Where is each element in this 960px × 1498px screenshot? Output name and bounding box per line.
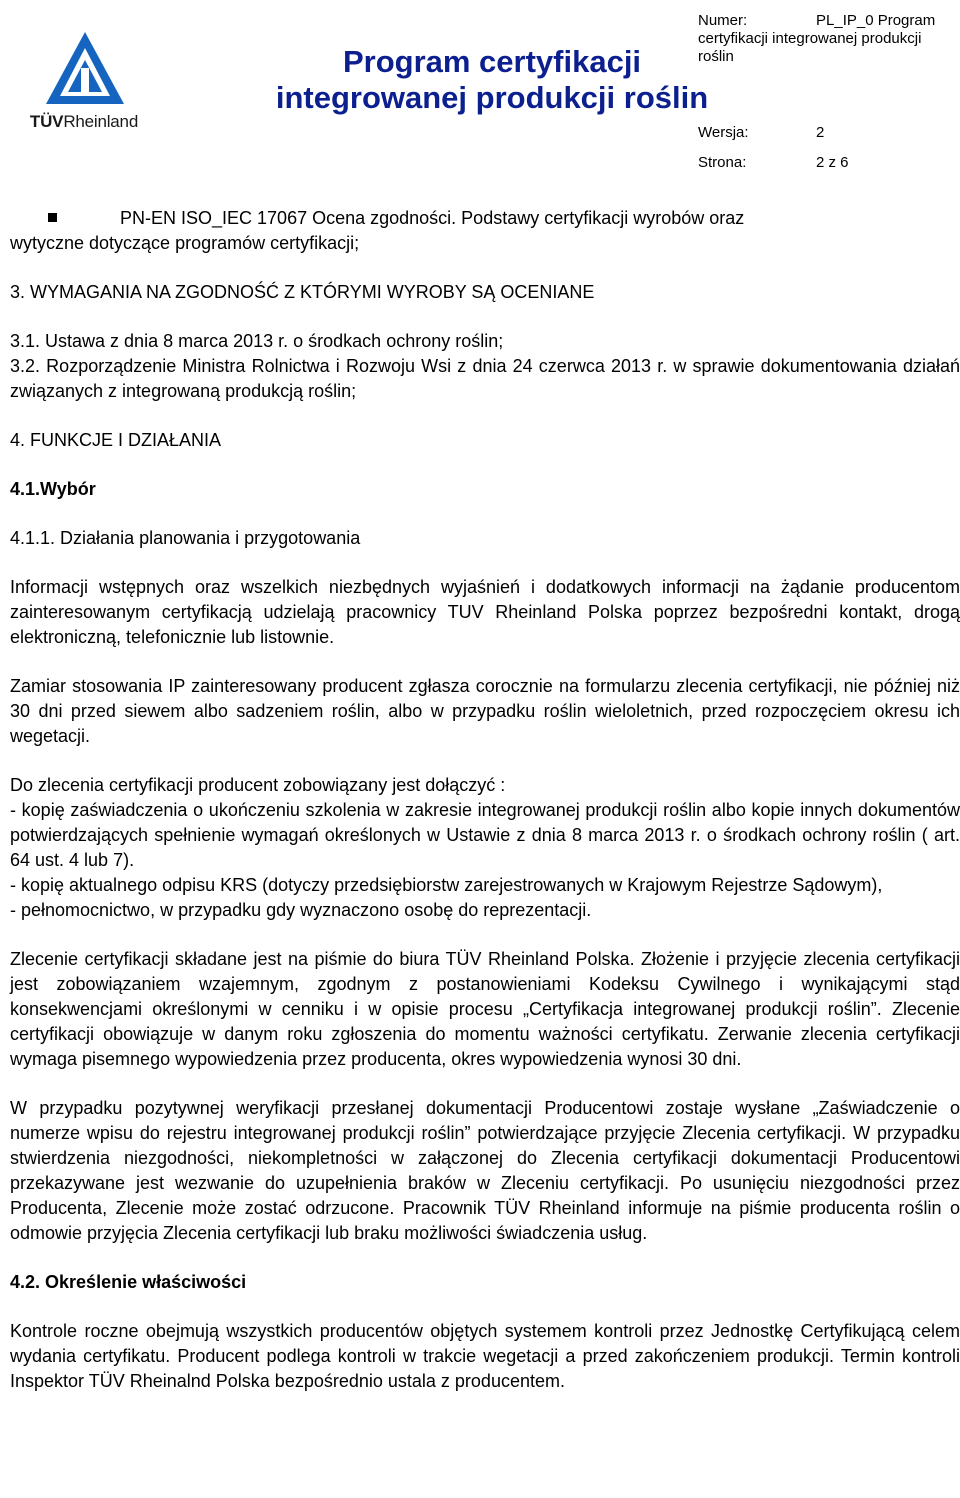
section3-item2: 3.2. Rozporządzenie Ministra Rolnictwa i Rozwoju Wsi z dnia 24 czerwca 2013 r. w sprawie dokumentowania działań związanych z integrowaną produkcją roślin;: [10, 356, 960, 401]
paragraph-zamiar: Zamiar stosowania IP zainteresowany producent zgłasza corocznie na formularzu zlecenia certyfikacji, nie później niż 30 dni przed siewem albo sadzeniem roślin, albo w przypadku roślin wieloletnich, przed rozpoczęciem okresu ich wegetacji.: [10, 676, 960, 746]
bullet-item-iso: PN-EN ISO_IEC 17067 Ocena zgodności. Podstawy certyfikacji wyrobów oraz wytyczne dotyczące programów certyfikacji;: [10, 208, 745, 253]
bullet-square-icon: [48, 213, 57, 222]
section4-2-heading: 4.2. Określenie właściwości: [10, 1272, 247, 1292]
list-item-szkolenie: - kopię zaświadczenia o ukończeniu szkolenia w zakresie integrowanej produkcji roślin albo kopie innych dokumentów potwierdzających spełnienie wymagań określonych w Ustawie z dnia 8 marca 2013 r. o środkach ochrony roślin ( art. 64 ust. 4 lub 7).: [10, 800, 960, 870]
logo-wordmark: TÜVRheinland: [29, 112, 139, 131]
tuv-rheinland-logo: [22, 30, 146, 140]
paragraph-informacji: Informacji wstępnych oraz wszelkich niezbędnych wyjaśnień i dodatkowych informacji na żądanie producentom zainteresowanym certyfikacją udzielają pracownicy TUV Rheinland Polska poprzez bezpośredni kontakt, drogą elektroniczną, telefonicznie lub listownie.: [10, 577, 960, 647]
strona-value: 2 z 6: [816, 154, 849, 171]
wersja-value: 2: [816, 124, 825, 141]
section3-heading: 3. WYMAGANIA NA ZGODNOŚĆ Z KTÓRYMI WYROBY SĄ OCENIANE: [10, 282, 595, 302]
list-item-pelnomocnictwo: - pełnomocnictwo, w przypadku gdy wyznaczono osobę do reprezentacji.: [10, 900, 592, 920]
strona-label: Strona:: [698, 154, 747, 171]
section4-1-heading: 4.1.Wybór: [10, 479, 96, 499]
numer-value-line3: roślin: [698, 48, 734, 65]
section4-heading: 4. FUNKCJE I DZIAŁANIA: [10, 430, 222, 450]
document-header: [0, 0, 960, 190]
list-item-krs: - kopię aktualnego odpisu KRS (dotyczy przedsiębiorstw zarejestrowanych w Krajowym Rejestrze Sądowym),: [10, 875, 883, 895]
section4-1-1-heading: 4.1.1. Działania planowania i przygotowania: [10, 528, 361, 548]
paragraph-weryfikacja: W przypadku pozytywnej weryfikacji przesłanej dokumentacji Producentowi zostaje wysłane „Zaświadczenie o numerze wpisu do rejestru integrowanej produkcji roślin” potwierdzające przyjęcie Zlecenia certyfikacji. W przypadku stwierdzenia niezgodności, niekompletności w załączonej do Zlecenia certyfikacji dokumentacji Producentowi przekazywane jest wezwanie do uzupełnienia braków w Zleceniu certyfikacji. Po usunięciu niezgodności przez Producenta, Zlecenie może zostać odrzucone. Pracownik TÜV Rheinland informuje na piśmie producenta roślin o odmowie przyjęcia Zlecenia certyfikacji lub braku możliwości świadczenia usług.: [10, 1098, 960, 1243]
paragraph-zlecenie-skladane: Zlecenie certyfikacji składane jest na piśmie do biura TÜV Rheinland Polska. Złożenie i przyjęcie zlecenia certyfikacji jest zobowiązaniem wzajemnym, zgodnym z postanowieniami Kodeksu Cywilnego i wynikającymi stąd konsekwencjami określonymi w cenniku i w opisie procesu „Certyfikacja integrowanej produkcji roślin”. Zlecenie certyfikacji obowiązuje w danym roku zgłoszenia do momentu ważności certyfikatu. Zerwanie zlecenia certyfikacji wymaga pisemnego wypowiedzenia przez producenta, okres wypowiedzenia wynosi 30 dni.: [10, 949, 960, 1069]
paragraph-kontrole: Kontrole roczne obejmują wszystkich producentów objętych systemem kontroli przez Jednostkę Certyfikującą celem wydania certyfikatu. Producent podlega kontroli w trakcie wegetacji a przed zakończeniem produkcji. Termin kontroli Inspektor TÜV Rheinalnd Polska bezpośrednio ustala z producentem.: [10, 1321, 960, 1391]
numer-value: PL_IP_0 Program: [816, 12, 936, 29]
tuv-triangle-icon: [44, 30, 126, 108]
paragraph-zlecenie-intro: Do zlecenia certyfikacji producent zobowiązany jest dołączyć :: [10, 775, 506, 795]
document-body: [10, 206, 960, 1394]
numer-label: Numer:: [698, 12, 748, 29]
wersja-label: Wersja:: [698, 124, 749, 141]
section3-item1: 3.1. Ustawa z dnia 8 marca 2013 r. o środkach ochrony roślin;: [10, 331, 504, 351]
document-title: Program certyfikacji integrowanej produkcji roślin: [275, 44, 709, 115]
numer-value-line2: certyfikacji integrowanej produkcji: [698, 30, 922, 47]
